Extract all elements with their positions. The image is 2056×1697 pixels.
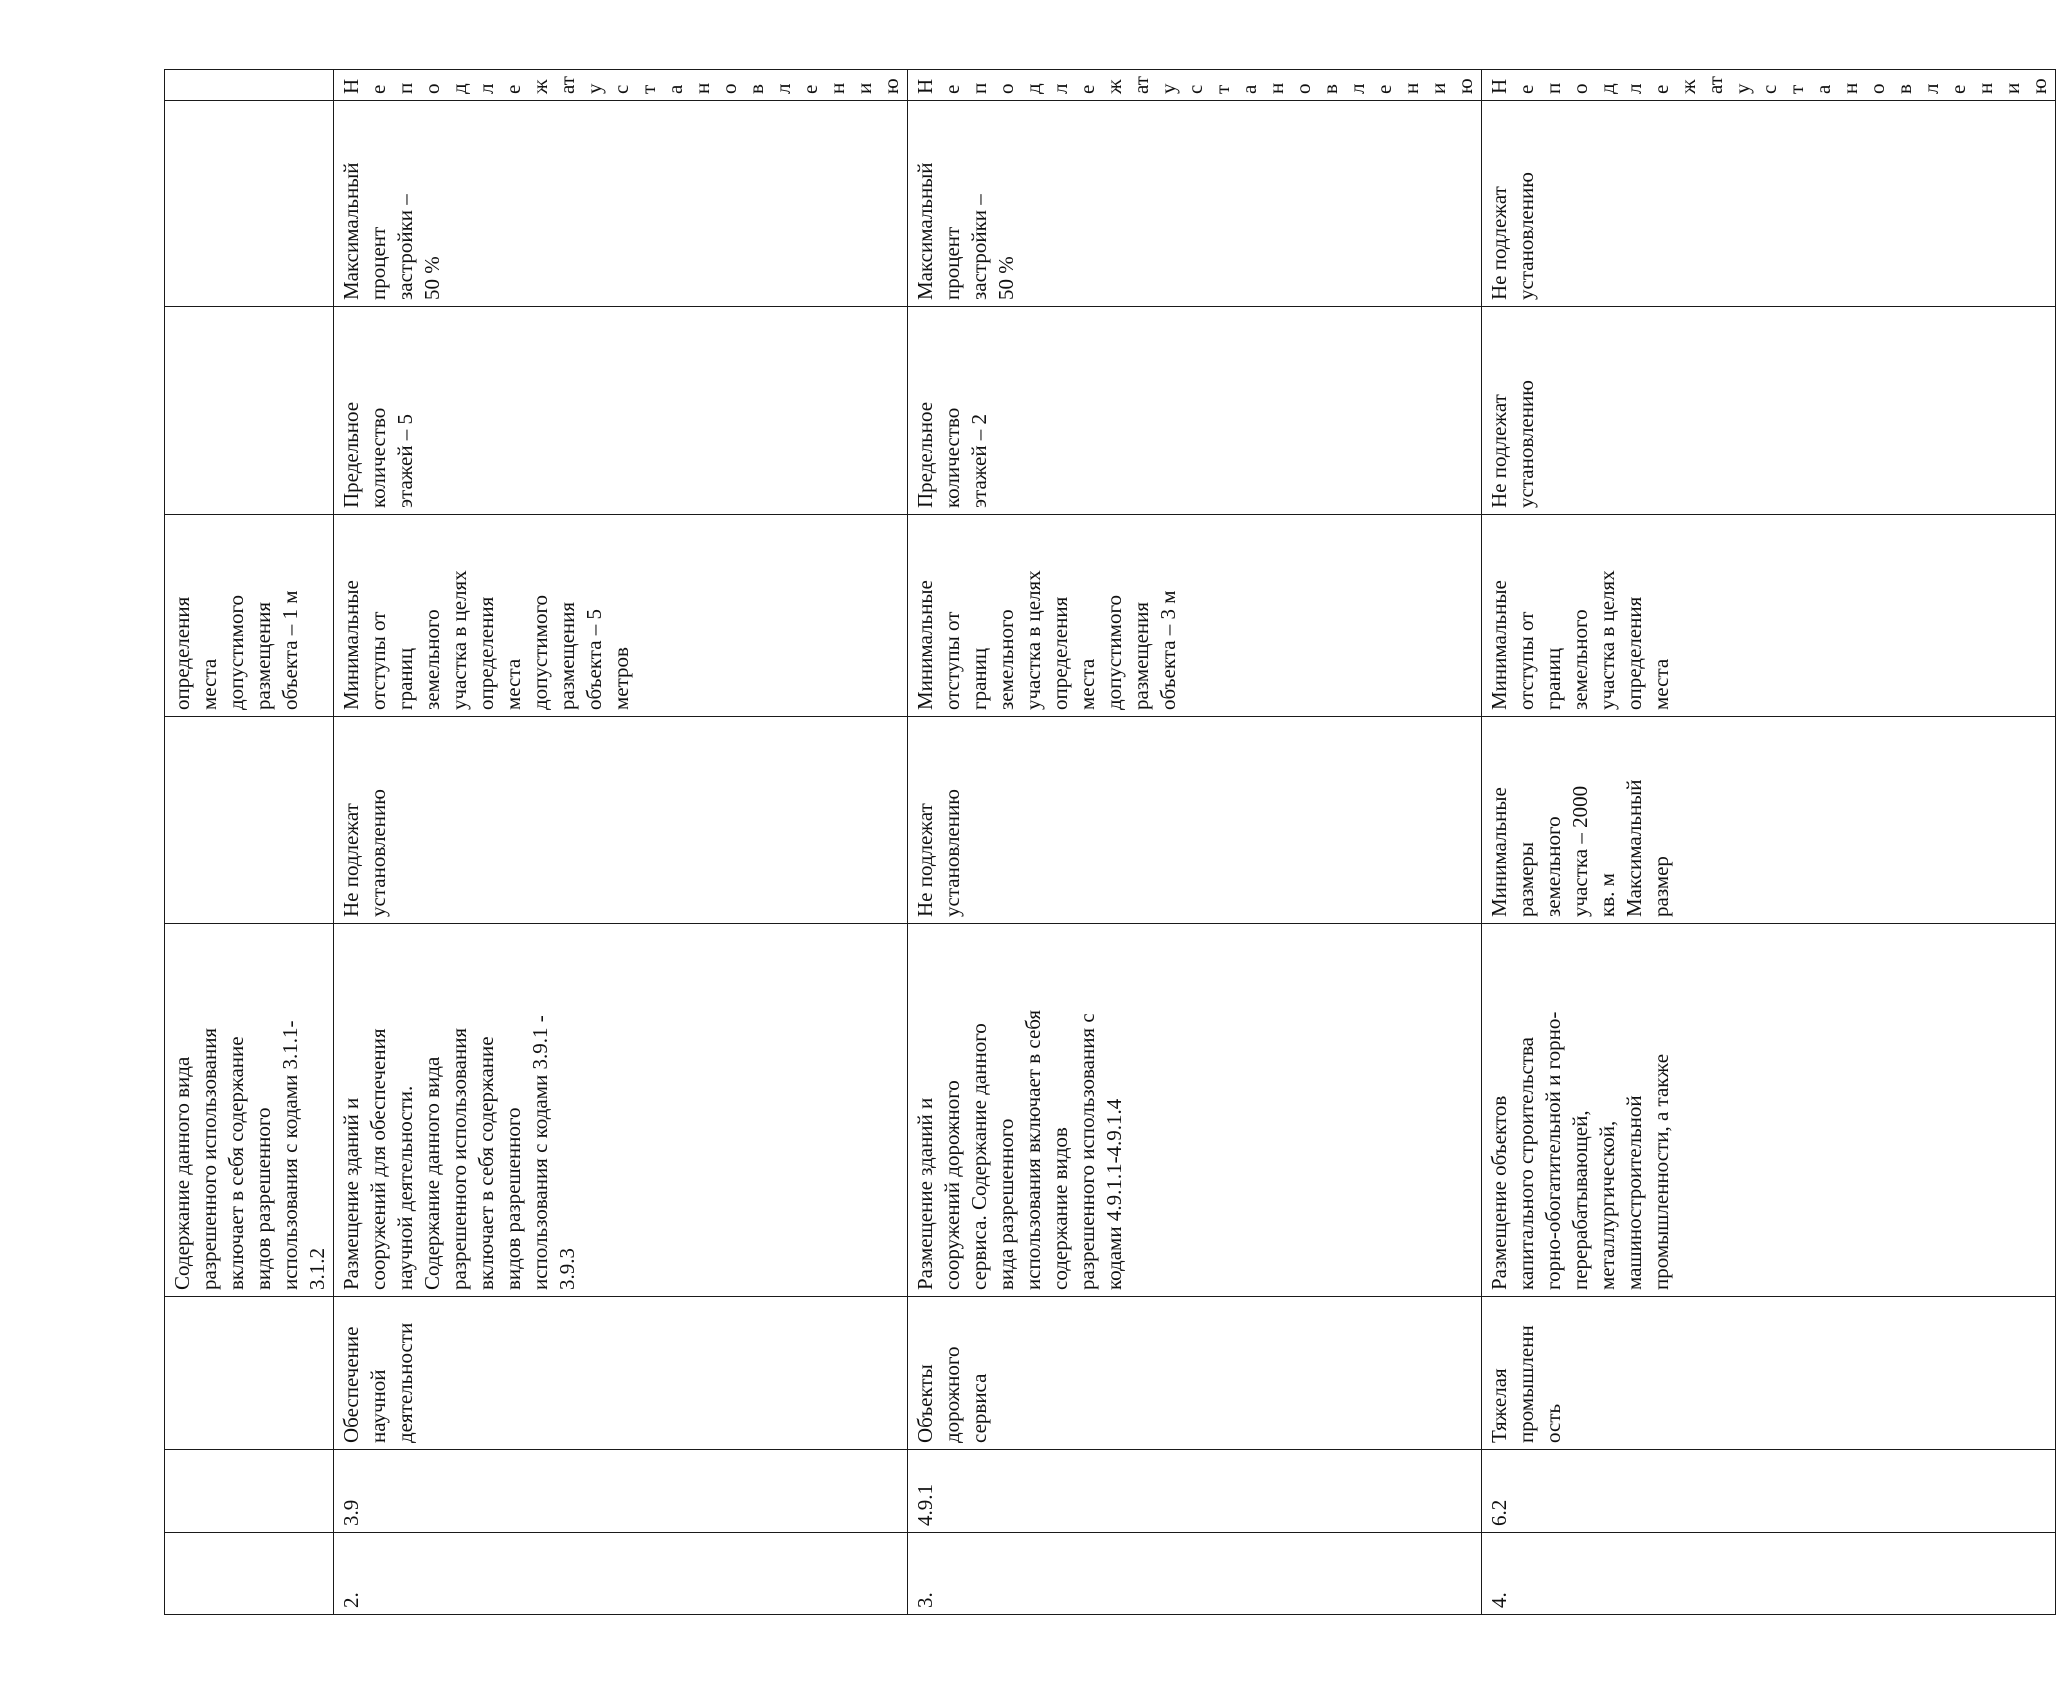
plot-size-cell: Минимальные размеры земельного участка – 2000 кв. м Максимальный размер xyxy=(1482,717,2056,924)
other-params-cell: Не подлежат установлению xyxy=(334,70,908,101)
use-description-cell: Размещение зданий и сооружений для обеспечения научной деятельности. Содержание данного вида разрешенного использования включает в себя содержание видов разрешенного использования с кодами 3.9.1 - 3.9.3 xyxy=(334,924,908,1297)
use-code-cell: 6.2 xyxy=(1482,1450,2056,1533)
other-params-cell: Не подлежат установлению xyxy=(1482,70,2056,101)
setbacks-cell: Минимальные отступы от границ земельного участка в целях определения места xyxy=(1482,515,2056,717)
table-row xyxy=(1482,70,2056,1615)
row-number-cell: 3. xyxy=(908,1533,1482,1615)
table-row xyxy=(334,70,908,1615)
setbacks-cell: определения места допустимого размещения объекта – 1 м xyxy=(165,515,334,717)
coverage-cell: Максимальный процент застройки – 50 % xyxy=(334,101,908,307)
coverage-cell xyxy=(165,101,334,307)
floors-cell: Не подлежат установлению xyxy=(1482,307,2056,515)
row-number-cell xyxy=(165,1533,334,1615)
use-code-cell xyxy=(165,1450,334,1533)
row-number-cell: 4. xyxy=(1482,1533,2056,1615)
plot-size-cell: Не подлежат установлению xyxy=(908,717,1482,924)
coverage-cell: Не подлежат установлению xyxy=(1482,101,2056,307)
coverage-cell: Максимальный процент застройки – 50 % xyxy=(908,101,1482,307)
use-code-cell: 4.9.1 xyxy=(908,1450,1482,1533)
floors-cell: Предельное количество этажей – 2 xyxy=(908,307,1482,515)
rotated-table-container xyxy=(164,70,2051,1615)
use-name-cell xyxy=(165,1297,334,1450)
use-description-cell: Содержание данного вида разрешенного использования включает в себя содержание видов разрешенного использования с кодами 3.1.1- 3.1.2 xyxy=(165,924,334,1297)
other-params-cell: Не подлежат установлению xyxy=(908,70,1482,101)
other-params-cell xyxy=(165,70,334,101)
floors-cell xyxy=(165,307,334,515)
use-description-cell: Размещение объектов капитального строительства горно-обогатительной и горно- перерабатывающей, металлургической, машиностроительной промышленности, а также xyxy=(1482,924,2056,1297)
setbacks-cell: Минимальные отступы от границ земельного участка в целях определения места допустимого размещения объекта – 3 м xyxy=(908,515,1482,717)
use-code-cell: 3.9 xyxy=(334,1450,908,1533)
use-name-cell: Обеспечение научной деятельности xyxy=(334,1297,908,1450)
plot-size-cell xyxy=(165,717,334,924)
use-name-cell: Тяжелая промышленн ость xyxy=(1482,1297,2056,1450)
table-row xyxy=(165,70,334,1615)
setbacks-cell: Минимальные отступы от границ земельного участка в целях определения места допустимого размещения объекта – 5 метров xyxy=(334,515,908,717)
use-description-cell: Размещение зданий и сооружений дорожного сервиса. Содержание данного вида разрешенного использования включает в себя содержание видов разрешенного использования с кодами 4.9.1.1-4.9.1.4 xyxy=(908,924,1482,1297)
table-row xyxy=(908,70,1482,1615)
plot-size-cell: Не подлежат установлению xyxy=(334,717,908,924)
row-number-cell: 2. xyxy=(334,1533,908,1615)
floors-cell: Предельное количество этажей – 5 xyxy=(334,307,908,515)
zoning-table xyxy=(164,69,2056,1615)
use-name-cell: Объекты дорожного сервиса xyxy=(908,1297,1482,1450)
